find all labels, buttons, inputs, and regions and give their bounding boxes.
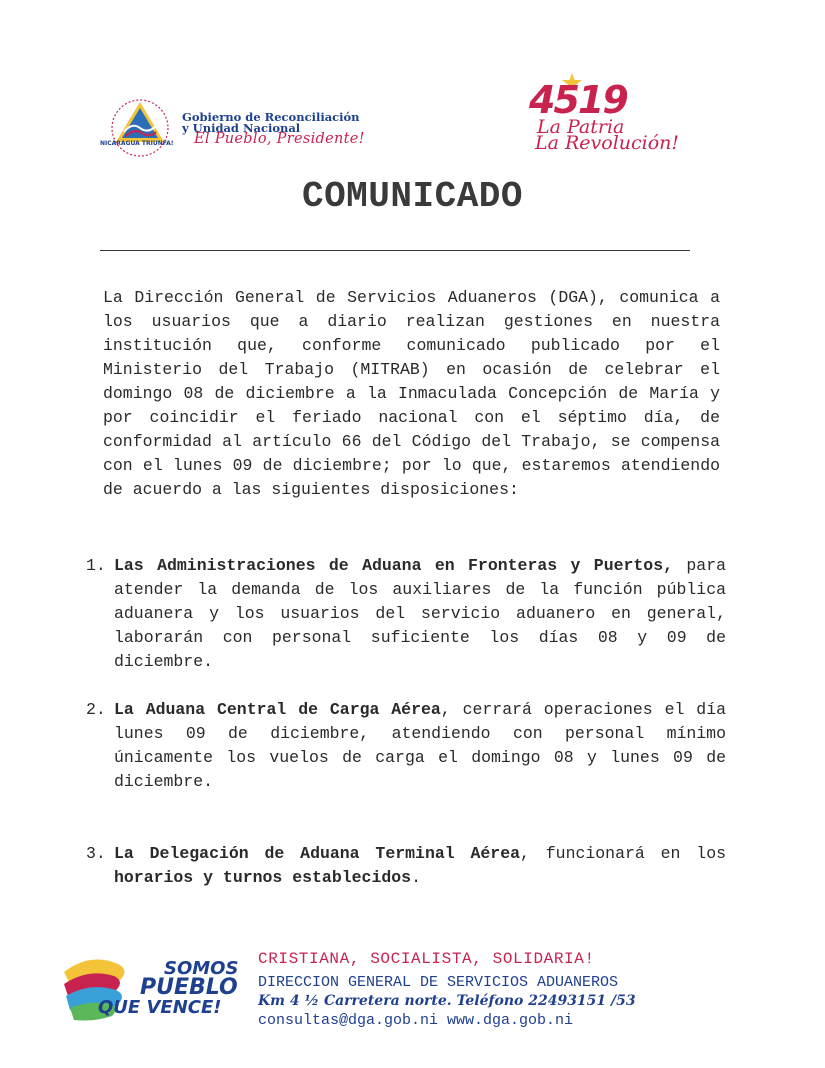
list-item-heading: Las Administraciones de Aduana en Fronteras y Puertos, (114, 556, 674, 575)
list-item-text (114, 842, 726, 890)
list-item-text (114, 698, 726, 794)
list-item-body: para atender la demanda de los auxiliares de la función pública aduanera y los usuarios del servicio aduanero en general, laborarán con personal suficiente los días 08 y 09 de diciembre. (114, 556, 726, 671)
list-item-tail: . (411, 868, 421, 887)
list-item-body: , funcionará en los (520, 844, 726, 863)
list-item (86, 698, 726, 794)
list-item-heading: La Aduana Central de Carga Aérea (114, 700, 441, 719)
nicaragua-emblem-icon (100, 98, 180, 162)
list-item-number: 2. (86, 700, 106, 719)
anniversary-logo (525, 78, 695, 156)
document-title: COMUNICADO (301, 176, 524, 217)
government-logo (100, 98, 420, 168)
list-item-heading: La Delegación de Aduana Terminal Aérea (114, 844, 521, 863)
footer-logo (60, 950, 245, 1025)
government-name-line1: Gobierno de Reconciliación (182, 110, 360, 124)
list-item-body: , cerrará operaciones el día lunes 09 de diciembre, atendiendo con personal mínimo únicamente los vuelos de carga el domingo 08 y lunes 09 de diciembre. (114, 700, 726, 791)
list-item-emphasis: horarios y turnos establecidos (114, 868, 412, 887)
footer-slogan: CRISTIANA, SOCIALISTA, SOLIDARIA! (258, 950, 595, 968)
list-item-number: 3. (86, 844, 106, 863)
list-item-text (114, 554, 726, 674)
intro-paragraph: La Dirección General de Servicios Aduaneros (DGA), comunica a los usuarios que a diario realizan gestiones en nuestra institución que, conforme comunicado publicado por el Ministerio del Trabajo (MITRAB) en ocasión de celebrar el domingo 08 de diciembre a la Inmaculada Concepción de María y por coincidir el feriado nacional con el séptimo día, de conformidad al artículo 66 del Código del Trabajo, se compensa con el lunes 09 de diciembre; por lo que, estaremos atendiendo de acuerdo a las siguientes disposiciones: (103, 288, 720, 499)
list-item-number: 1. (86, 556, 106, 575)
government-slogan: El Pueblo, Presidente! (194, 131, 365, 147)
list-item (86, 554, 726, 674)
anniversary-number: 4519 (529, 78, 627, 122)
footer-contact: consultas@dga.gob.ni www.dga.gob.ni (258, 1012, 574, 1029)
title-divider (100, 250, 690, 251)
footer-logo-line3: QUE VENCE! (98, 997, 222, 1018)
footer-logo-line2: PUEBLO (140, 975, 238, 1000)
footer-logo-line1: SOMOS (164, 958, 239, 979)
emblem-caption: NICARAGUA TRIUNFA! (100, 140, 174, 147)
footer-address: Km 4 ½ Carretera norte. Teléfono 22493151 /53 (258, 993, 636, 1009)
government-name-line2: y Unidad Nacional (182, 121, 301, 135)
list-item (86, 842, 726, 890)
anniversary-line1: La Patria (537, 116, 625, 138)
footer-organization: DIRECCION GENERAL DE SERVICIOS ADUANEROS (258, 974, 619, 991)
anniversary-line2: La Revolución! (535, 132, 680, 154)
